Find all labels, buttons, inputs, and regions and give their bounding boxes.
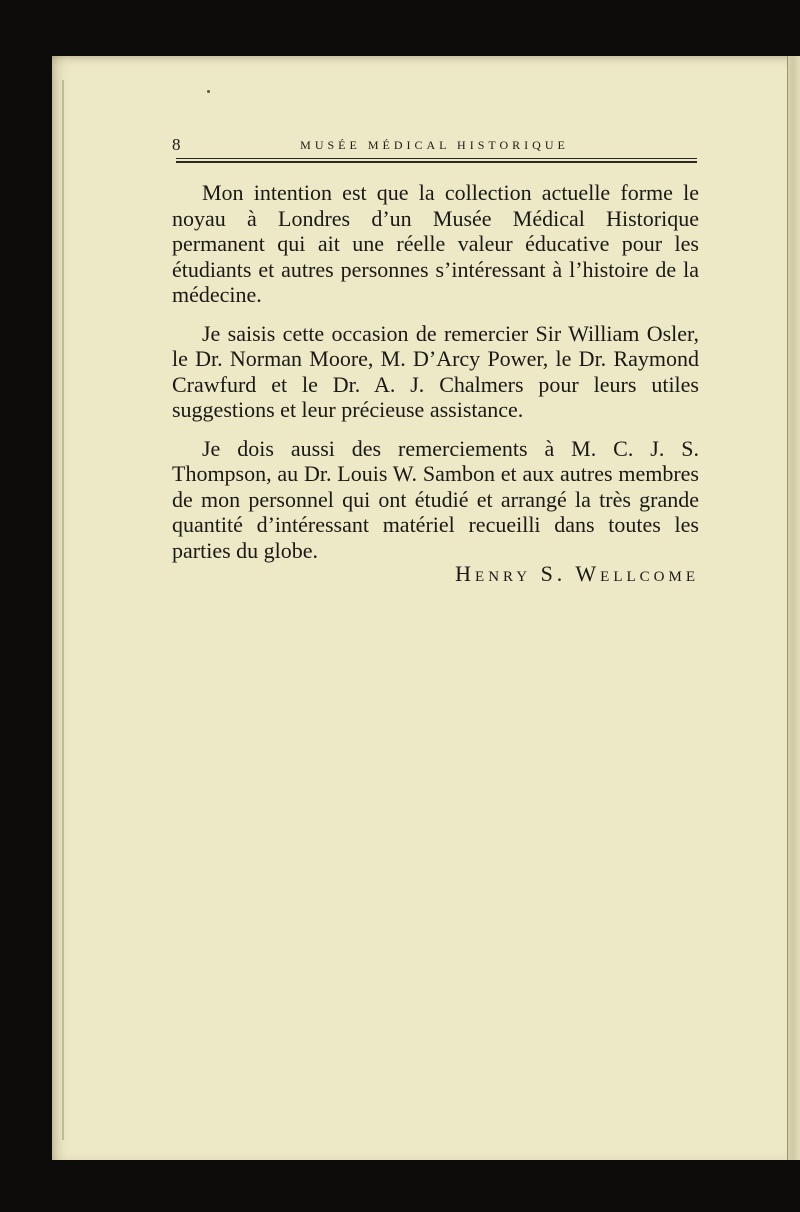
page-number: 8 [172,135,181,154]
paragraph-intention: Mon intention est que la collection actuelle forme le noyau à Londres d’un Musée Médical Historique permanent qui ait une réelle valeur éducative pour les étudiants et autres personnes s’intéressant à l’histoire de la médecine. [172,180,699,307]
page-edge-strip [787,56,800,1160]
paragraph-acknowledgements: Je dois aussi des remerciements à M. C. J. S. Thompson, au Dr. Louis W. Sambon et aux autres membres de mon personnel qui ont étudié et arrangé la très grande quantité d’intéressant matériel recueilli dans toutes les parties du globe. [172,435,699,563]
paragraph-thanks: Je saisis cette occasion de remercier Sir William Osler, le Dr. Norman Moore, M. D’Arcy Power, le Dr. Raymond Crawfurd et le Dr. A. J. Chalmers pour leurs utiles suggestions et leur précieuse assistance. [172,320,699,422]
header-rule-thin [176,158,697,159]
paper-speck [207,90,210,93]
page-header [172,135,697,157]
binding-gutter [62,80,64,1140]
signature: Henry S. Wellcome [455,561,699,586]
header-rule-thick [176,161,697,163]
running-title: MUSÉE MÉDICAL HISTORIQUE [300,138,569,152]
body-text [172,180,699,587]
